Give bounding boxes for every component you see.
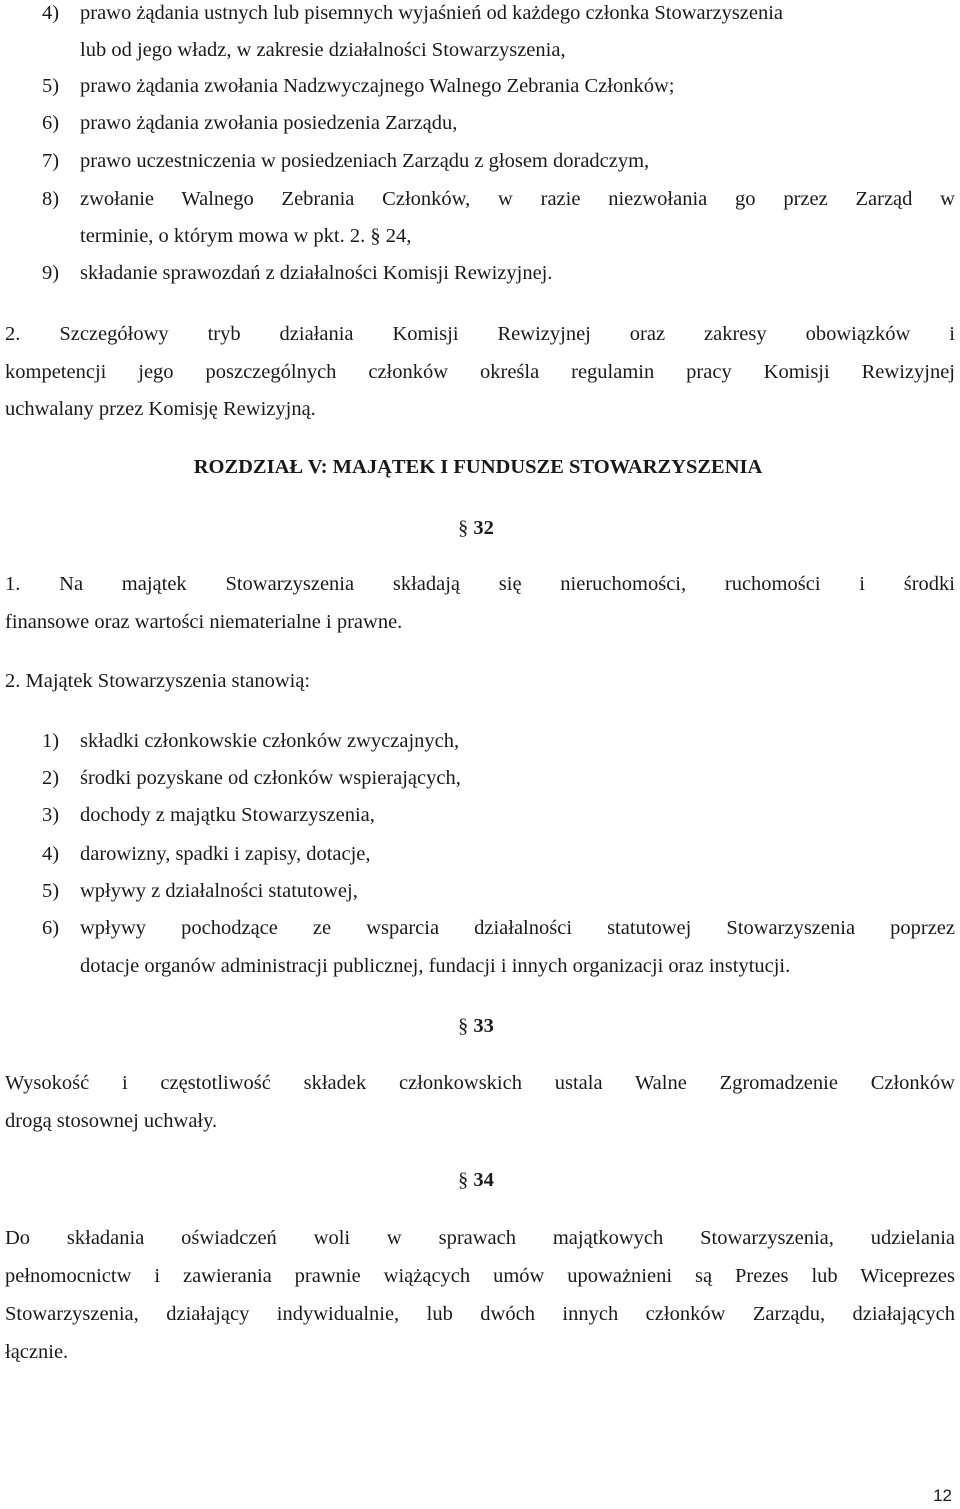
paragraph-line: uchwalany przez Komisję Rewizyjną. [5,398,316,420]
list-item-text: zwołanie Walnego Zebrania Członków, w razie niezwołania go przez Zarząd w [80,188,955,210]
page-number: 12 [933,1486,952,1505]
list-item-text: prawo uczestniczenia w posiedzeniach Zarządu z głosem doradczym, [80,150,650,172]
paragraph-line: Stowarzyszenia, działający indywidualnie, lub dwóch innych członków Zarządu, działających [5,1303,955,1325]
paragraph-line: Do składania oświadczeń woli w sprawach majątkowych Stowarzyszenia, udzielania [5,1227,955,1249]
list-item-number: 7) [42,150,60,172]
list-item-number: 9) [42,262,60,284]
paragraph-line: 2. Szczegółowy tryb działania Komisji Rewizyjnej oraz zakresy obowiązków i [5,323,955,345]
list-item-number: 6) [42,112,60,134]
list-item-number: 2) [42,767,60,789]
paragraph-line: drogą stosownej uchwały. [5,1110,218,1132]
section-32-paragraph-2: 2. Majątek Stowarzyszenia stanowią: [5,670,311,692]
list-item-text: prawo żądania zwołania posiedzenia Zarządu, [80,112,458,134]
paragraph-line: Wysokość i częstotliwość składek członkowskich ustala Walne Zgromadzenie Członków [5,1072,955,1094]
list-item-text: dotacje organów administracji publicznej, fundacji i innych organizacji oraz instytucji. [80,955,791,977]
list-item-number: 6) [42,917,60,939]
list-item-text: prawo żądania zwołania Nadzwyczajnego Walnego Zebrania Członków; [80,75,675,97]
list-item-text: wpływy z działalności statutowej, [80,880,358,902]
list-item-number: 4) [42,843,60,865]
section-number-34 [458,1168,494,1192]
section-number: 34 [473,1169,494,1191]
paragraph-line: łącznie. [5,1341,69,1363]
section-sign: § [458,1169,469,1191]
list-item-text: środki pozyskane od członków wspierających, [80,767,461,789]
list-item-text: wpływy pochodzące ze wsparcia działalności statutowej Stowarzyszenia poprzez [80,917,955,939]
list-item-text: prawo żądania ustnych lub pisemnych wyjaśnień od każdego członka Stowarzyszenia [80,2,784,24]
list-item-number: 8) [42,188,60,210]
list-item-text: darowizny, spadki i zapisy, dotacje, [80,843,371,865]
list-item-text: składanie sprawozdań z działalności Komisji Rewizyjnej. [80,262,553,284]
paragraph-line: pełnomocnictw i zawierania prawnie wiążących umów upoważnieni są Prezes lub Wiceprezes [5,1265,955,1287]
list-item-text: lub od jego władz, w zakresie działalności Stowarzyszenia, [80,39,566,61]
section-sign: § [458,1015,469,1037]
list-item-text: terminie, o którym mowa w pkt. 2. § 24, [80,225,412,247]
paragraph-line: 1. Na majątek Stowarzyszenia składają się nieruchomości, ruchomości i środki [5,573,955,595]
list-item-text: składki członkowskie członków zwyczajnych, [80,730,460,752]
list-item-number: 1) [42,730,60,752]
list-item-number: 5) [42,880,60,902]
paragraph-line: kompetencji jego poszczególnych członków określa regulamin pracy Komisji Rewizyjnej [5,361,955,383]
section-sign: § [458,517,469,539]
list-item-text: dochody z majątku Stowarzyszenia, [80,804,375,826]
paragraph-line: finansowe oraz wartości niematerialne i prawne. [5,611,403,633]
list-item-number: 4) [42,2,60,24]
section-number-32 [458,516,494,540]
section-number: 32 [473,517,494,539]
section-number-33 [458,1014,494,1038]
section-number: 33 [473,1015,494,1037]
list-item-number: 3) [42,804,60,826]
list-item-number: 5) [42,75,60,97]
chapter-heading: ROZDZIAŁ V: MAJĄTEK I FUNDUSZE STOWARZYSZENIA [193,456,763,478]
